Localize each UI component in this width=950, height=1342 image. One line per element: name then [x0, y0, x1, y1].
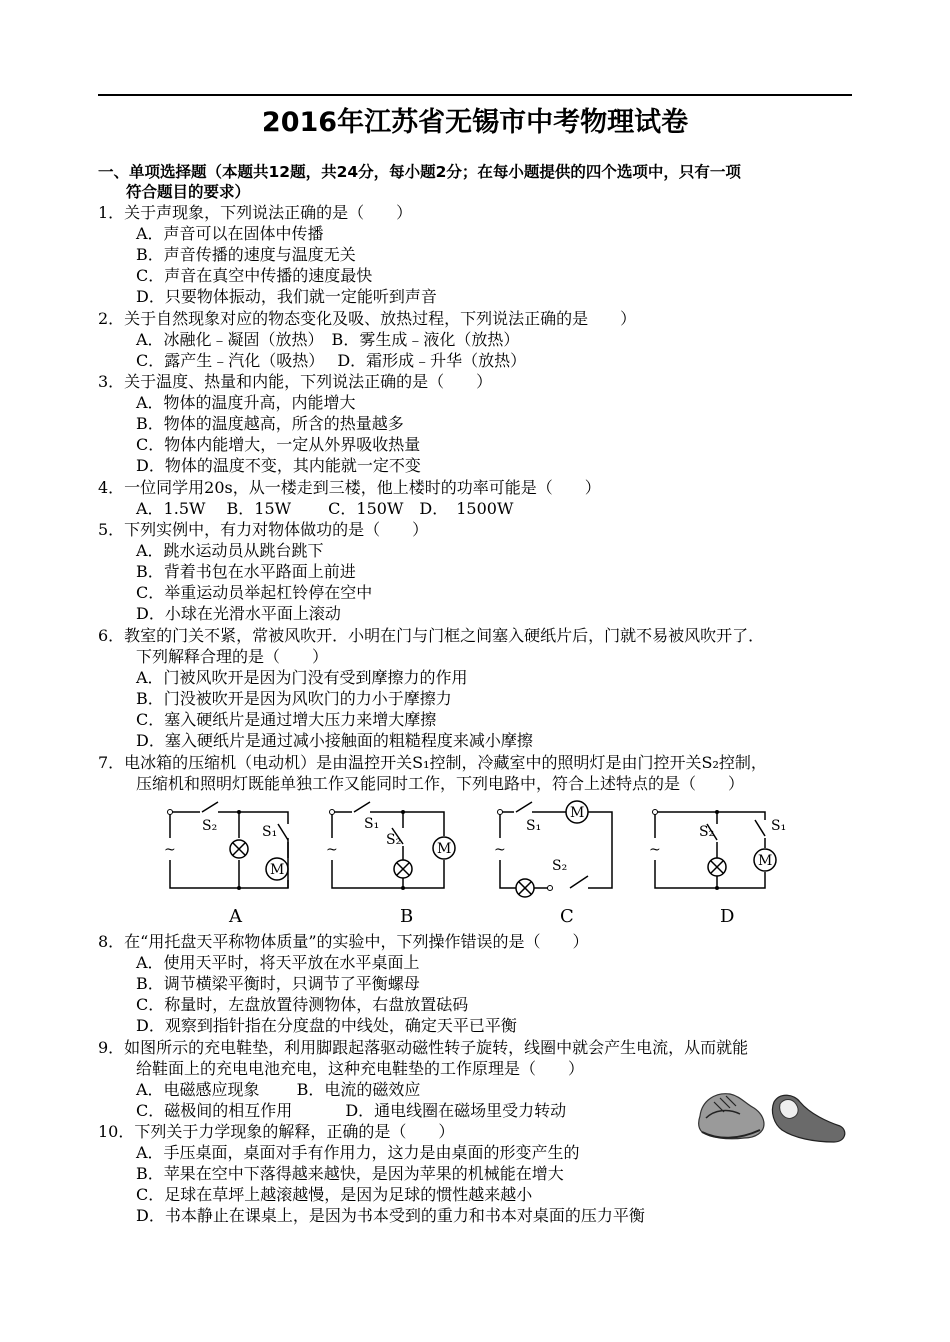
question-10-option-d: D．书本静止在课桌上，是因为书本受到的重力和书本对桌面的压力平衡 — [136, 1206, 645, 1225]
question-2-stem: 2．关于自然现象对应的物态变化及吸、放热过程，下列说法正确的是 ） — [98, 309, 637, 328]
question-5-option-c: C．举重运动员举起杠铃停在空中 — [136, 583, 373, 602]
circuit-d — [645, 798, 795, 898]
question-10-option-a: A．手压桌面，桌面对手有作用力，这力是由桌面的形变产生的 — [136, 1143, 580, 1162]
ac-source-label: ~ — [649, 842, 661, 858]
question-10-stem: 10．下列关于力学现象的解释，正确的是（ ） — [98, 1122, 455, 1141]
question-8-stem: 8．在“用托盘天平称物体质量”的实验中，下列操作错误的是（ ） — [98, 932, 589, 951]
section-heading-line1: 一、单项选择题（本题共12题，共24分，每小题2分；在每小题提供的四个选项中，只有一项 — [98, 163, 741, 181]
circuit-a — [160, 798, 310, 898]
question-2-options-ab: A．冰融化﹣凝固（放热） B．雾生成﹣液化（放热） — [136, 330, 520, 349]
question-5-option-d: D．小球在光滑水平面上滚动 — [136, 604, 341, 623]
switch-s1-label: S₁ — [262, 824, 278, 840]
question-3-option-b: B．物体的温度越高，所含的热量越多 — [136, 414, 404, 433]
circuit-b-label: B — [400, 906, 414, 927]
question-9-options-ab: A．电磁感应现象 B．电流的磁效应 — [136, 1080, 421, 1099]
question-7-stem-line1: 7．电冰箱的压缩机（电动机）是由温控开关S₁控制，冷藏室中的照明灯是由门控开关S₂控制， — [98, 753, 767, 772]
question-6-stem-line1: 6．教室的门关不紧，常被风吹开．小明在门与门框之间塞入硬纸片后，门就不易被风吹开了． — [98, 626, 765, 645]
question-7-stem-line2: 压缩机和照明灯既能单独工作又能同时工作，下列电路中，符合上述特点的是（ ） — [136, 774, 745, 793]
question-9-stem-line1: 9．如图所示的充电鞋垫，利用脚跟起落驱动磁性转子旋转，线圈中就会产生电流，从而就能 — [98, 1038, 749, 1057]
switch-s1-label: S₁ — [364, 816, 380, 832]
question-1-option-c: C．声音在真空中传播的速度最快 — [136, 266, 373, 285]
question-1-option-a: A．声音可以在固体中传播 — [136, 224, 324, 243]
question-9-options-cd: C．磁极间的相互作用 D．通电线圈在磁场里受力转动 — [136, 1101, 567, 1120]
question-9-stem-line2: 给鞋面上的充电电池充电，这种充电鞋垫的工作原理是（ ） — [136, 1059, 585, 1078]
charging-insole-image — [694, 1082, 849, 1158]
switch-s1-label: S₁ — [771, 818, 787, 834]
ac-source-label: ~ — [164, 842, 176, 858]
motor-label: M — [758, 853, 773, 869]
question-5-stem: 5．下列实例中，有力对物体做功的是（ ） — [98, 520, 429, 539]
motor-label: M — [437, 841, 452, 857]
question-3-option-a: A．物体的温度升高，内能增大 — [136, 393, 356, 412]
question-4-stem: 4．一位同学用20s，从一楼走到三楼，他上楼时的功率可能是（ ） — [98, 478, 601, 497]
question-5-option-b: B．背着书包在水平路面上前进 — [136, 562, 356, 581]
circuit-d-label: D — [720, 906, 735, 927]
shoe-illustration — [699, 1094, 764, 1139]
question-6-option-d: D．塞入硬纸片是通过减小接触面的粗糙程度来减小摩擦 — [136, 731, 533, 750]
switch-s2-label: S₂ — [699, 824, 715, 840]
question-6-stem-line2: 下列解释合理的是（ ） — [136, 647, 329, 666]
insole-illustration — [772, 1095, 844, 1142]
question-4-options: A．1.5W B．15W C．150W D． 1500W — [136, 499, 514, 518]
switch-s2-label: S₂ — [552, 858, 568, 874]
question-6-option-a: A．门被风吹开是因为门没有受到摩擦力的作用 — [136, 668, 468, 687]
question-3-stem: 3．关于温度、热量和内能，下列说法正确的是（ ） — [98, 372, 493, 391]
switch-s1-label: S₁ — [526, 818, 542, 834]
question-10-option-b: B．苹果在空中下落得越来越快，是因为苹果的机械能在增大 — [136, 1164, 564, 1183]
section-heading-line2: 符合题目的要求） — [126, 183, 251, 201]
question-10-option-c: C．足球在草坪上越滚越慢，是因为足球的惯性越来越小 — [136, 1185, 533, 1204]
motor-label: M — [270, 862, 285, 878]
question-8-option-d: D．观察到指针指在分度盘的中线处，确定天平已平衡 — [136, 1016, 517, 1035]
question-3-option-c: C．物体内能增大，一定从外界吸收热量 — [136, 435, 421, 454]
question-8-option-c: C．称量时，左盘放置待测物体，右盘放置砝码 — [136, 995, 469, 1014]
question-8-option-a: A．使用天平时，将天平放在水平桌面上 — [136, 953, 420, 972]
question-1-stem: 1．关于声现象，下列说法正确的是（ ） — [98, 203, 413, 222]
question-3-option-d: D．物体的温度不变，其内能就一定不变 — [136, 456, 421, 475]
page-title: 2016年江苏省无锡市中考物理试卷 — [261, 107, 689, 138]
switch-s2-label: S₂ — [202, 818, 218, 834]
circuit-a-label: A — [229, 906, 242, 927]
ac-source-label: ~ — [326, 842, 338, 858]
circuit-b — [322, 798, 472, 898]
question-6-option-b: B．门没被吹开是因为风吹门的力小于摩擦力 — [136, 689, 452, 708]
switch-s2-label: S₂ — [386, 832, 402, 848]
question-1-option-d: D．只要物体振动，我们就一定能听到声音 — [136, 287, 437, 306]
section-heading — [98, 162, 858, 202]
question-2-options-cd: C．露产生﹣汽化（吸热） D．霜形成﹣升华（放热） — [136, 351, 527, 370]
question-1-option-b: B．声音传播的速度与温度无关 — [136, 245, 356, 264]
header-rule — [98, 94, 852, 96]
question-5-option-a: A．跳水运动员从跳台跳下 — [136, 541, 324, 560]
question-6-option-c: C．塞入硬纸片是通过增大压力来增大摩擦 — [136, 710, 437, 729]
question-8-option-b: B．调节横梁平衡时，只调节了平衡螺母 — [136, 974, 420, 993]
circuit-c — [490, 798, 640, 898]
ac-source-label: ~ — [494, 842, 506, 858]
motor-label: M — [570, 805, 585, 821]
circuit-c-label: C — [560, 906, 574, 927]
